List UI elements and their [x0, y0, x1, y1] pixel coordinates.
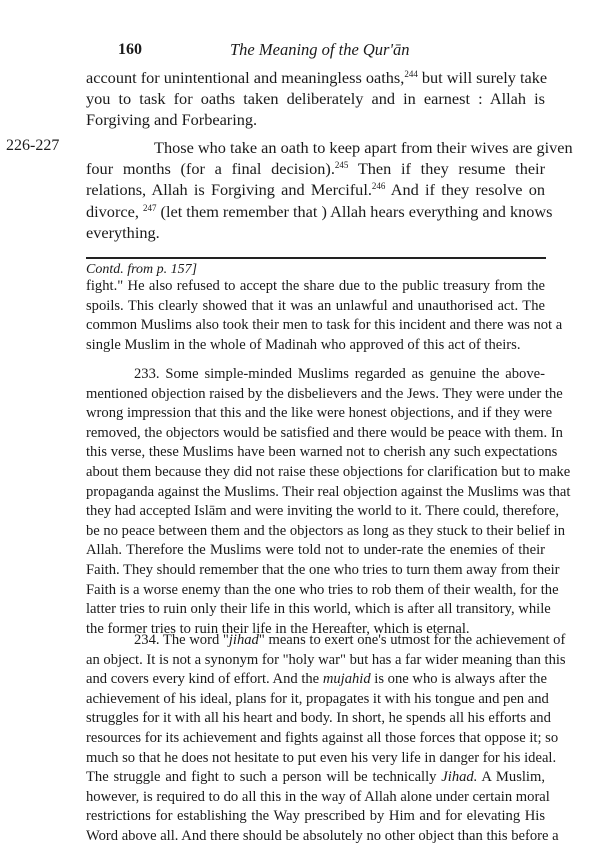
- text-line: [86, 463, 571, 483]
- text-run: however, is required to do all this in the way of Allah alone under certain moral: [86, 788, 550, 805]
- text-line: [86, 109, 545, 130]
- text-run: (let them remember that ) Allah hears everything and knows: [156, 201, 553, 221]
- text-run: the former tries to ruin their life in the Hereafter, which is eternal.: [86, 620, 470, 637]
- text-run: " means to exert one's utmost for the achievement of: [258, 632, 566, 648]
- footnote-marker: 244: [404, 69, 418, 79]
- text-run: divorce,: [86, 201, 143, 221]
- text-run: single Muslim in the whole of Madinah who approved of this act of theirs.: [86, 336, 521, 353]
- text-line: [86, 670, 545, 690]
- text-line: [86, 277, 545, 297]
- text-line: [86, 158, 545, 179]
- footnote-marker: 247: [142, 202, 157, 213]
- text-line: [86, 690, 549, 710]
- footnote-continued: [86, 277, 563, 355]
- text-run: be no peace between them and the objectors as long as they stuck to their belief in: [86, 522, 565, 539]
- text-run: about them because they did not raise these objections for clarification but to make: [86, 463, 571, 480]
- italic-term: jihad: [228, 632, 259, 648]
- text-run: fight." He also refused to accept the share due to the public treasury from the: [86, 278, 545, 294]
- text-run: removed, the objectors would be satisfied and there would be peace with them. In: [86, 424, 563, 441]
- text-line: [86, 316, 563, 336]
- text-line: [86, 600, 551, 620]
- running-title: The Meaning of the Qur'ān: [230, 40, 410, 59]
- text-line: [86, 709, 551, 729]
- text-run: you to task for oaths taken deliberately and in earnest : Allah is: [86, 89, 545, 109]
- text-line: [86, 581, 559, 601]
- text-run: common Muslims also took their men to task for this incident and there was not a: [86, 317, 563, 334]
- text-line: [86, 179, 545, 200]
- text-line: [86, 336, 545, 356]
- italic-term: Jihad.: [441, 769, 478, 786]
- text-run: 233. Some simple-minded Muslims regarded as genuine the above-: [134, 366, 545, 382]
- text-run: struggles for it with all his heart and body. In short, he spends all his efforts and: [86, 710, 551, 727]
- text-run: achievement of his ideal, plans for it, propagates it with his tongue and pen and: [86, 690, 549, 707]
- text-line: [86, 222, 545, 243]
- text-run: latter tries to ruin only their life in this world, which is after all transitory, while: [86, 601, 551, 618]
- text-line: [86, 88, 545, 109]
- text-run: And if they resolve on: [385, 180, 546, 200]
- text-run: Allah. Therefore the Muslims were told not to under-rate the enemies of their: [86, 542, 545, 559]
- text-run: Faith. They should remember that the one who tries to turn them away from their: [86, 561, 560, 578]
- text-run: The struggle and fight to such a person will be technically: [86, 769, 442, 786]
- text-run: relations, Allah is Forgiving and Merciful.: [86, 180, 372, 200]
- text-run: spoils. This clearly showed that it was an unlawful and unauthorised act. The: [86, 297, 545, 314]
- text-run: 234. The word ": [134, 632, 229, 648]
- text-run: is one who is always after the: [370, 671, 547, 688]
- text-run: Those who take an oath to keep apart from their wives are given: [154, 138, 573, 157]
- text-run: four months (for a final decision).: [86, 159, 335, 179]
- text-run: Then if they resume their: [348, 159, 546, 179]
- text-run: Word above all. And there should be absolutely no other object than this before a: [86, 827, 559, 844]
- text-run: much so that he does not hesitate to put even his very life in danger for his ideal.: [86, 749, 557, 766]
- text-run: everything.: [86, 222, 160, 242]
- footnote-234: [86, 631, 566, 847]
- text-run: and covers every kind of effort. And the: [86, 671, 323, 688]
- text-line: [86, 365, 545, 385]
- text-run: they had accepted Islām and were inviting the world to it. There could, therefore,: [86, 503, 560, 520]
- text-line: [86, 67, 548, 88]
- text-run: A Muslim,: [477, 769, 545, 786]
- verse-reference: 226-227: [6, 137, 60, 154]
- page-number: 160: [118, 41, 142, 58]
- translation-para-2: [86, 137, 573, 243]
- translation-para-1: [86, 67, 548, 131]
- text-line: [86, 749, 557, 769]
- text-line: [86, 541, 545, 561]
- text-line: [86, 788, 550, 808]
- text-line: [86, 424, 563, 444]
- text-line: [86, 522, 565, 542]
- text-run: propaganda against the Muslims. Their real objection against the Muslims was that: [86, 483, 571, 500]
- text-line: [86, 404, 553, 424]
- text-line: [86, 443, 558, 463]
- italic-term: mujahid: [322, 671, 371, 688]
- text-run: Forgiving and Forbearing.: [86, 110, 258, 130]
- text-line: [86, 297, 545, 317]
- text-run: but will surely take: [417, 68, 548, 87]
- footnote-divider: [86, 257, 546, 259]
- continued-note: Contd. from p. 157]: [86, 262, 198, 277]
- text-line: [86, 201, 553, 222]
- text-line: [86, 729, 559, 749]
- text-line: [86, 651, 566, 671]
- text-run: restrictions for establishing the Way prescribed by Him and for elevating His: [86, 808, 545, 825]
- text-run: an object. It is not a synonym for "holy war" but has a far wider meaning than this: [86, 651, 566, 668]
- footnote-233: [86, 365, 571, 639]
- text-line: [86, 385, 563, 405]
- text-line: [86, 807, 545, 827]
- text-line: [86, 827, 559, 847]
- text-run: mentioned objection raised by the disbelievers and the Jews. They were under the: [86, 385, 563, 402]
- text-line: [86, 561, 560, 581]
- text-run: wrong impression that this and the like were honest objections, and if they were: [86, 405, 553, 422]
- footnote-marker: 245: [334, 160, 349, 171]
- text-run: Faith is a worse enemy than the one who tries to rob them of their wealth, for the: [86, 581, 559, 598]
- text-line: [86, 137, 573, 158]
- text-line: [86, 502, 560, 522]
- text-line: [86, 483, 571, 503]
- text-run: account for unintentional and meaningless oaths,: [86, 68, 405, 87]
- text-line: [86, 768, 545, 788]
- text-run: resources for its achievement and fights against all those forces that oppose it; so: [86, 729, 559, 746]
- text-line: [86, 631, 566, 651]
- text-run: this verse, these Muslims have been warned not to cherish any such expectations: [86, 444, 558, 461]
- footnote-marker: 246: [371, 181, 386, 192]
